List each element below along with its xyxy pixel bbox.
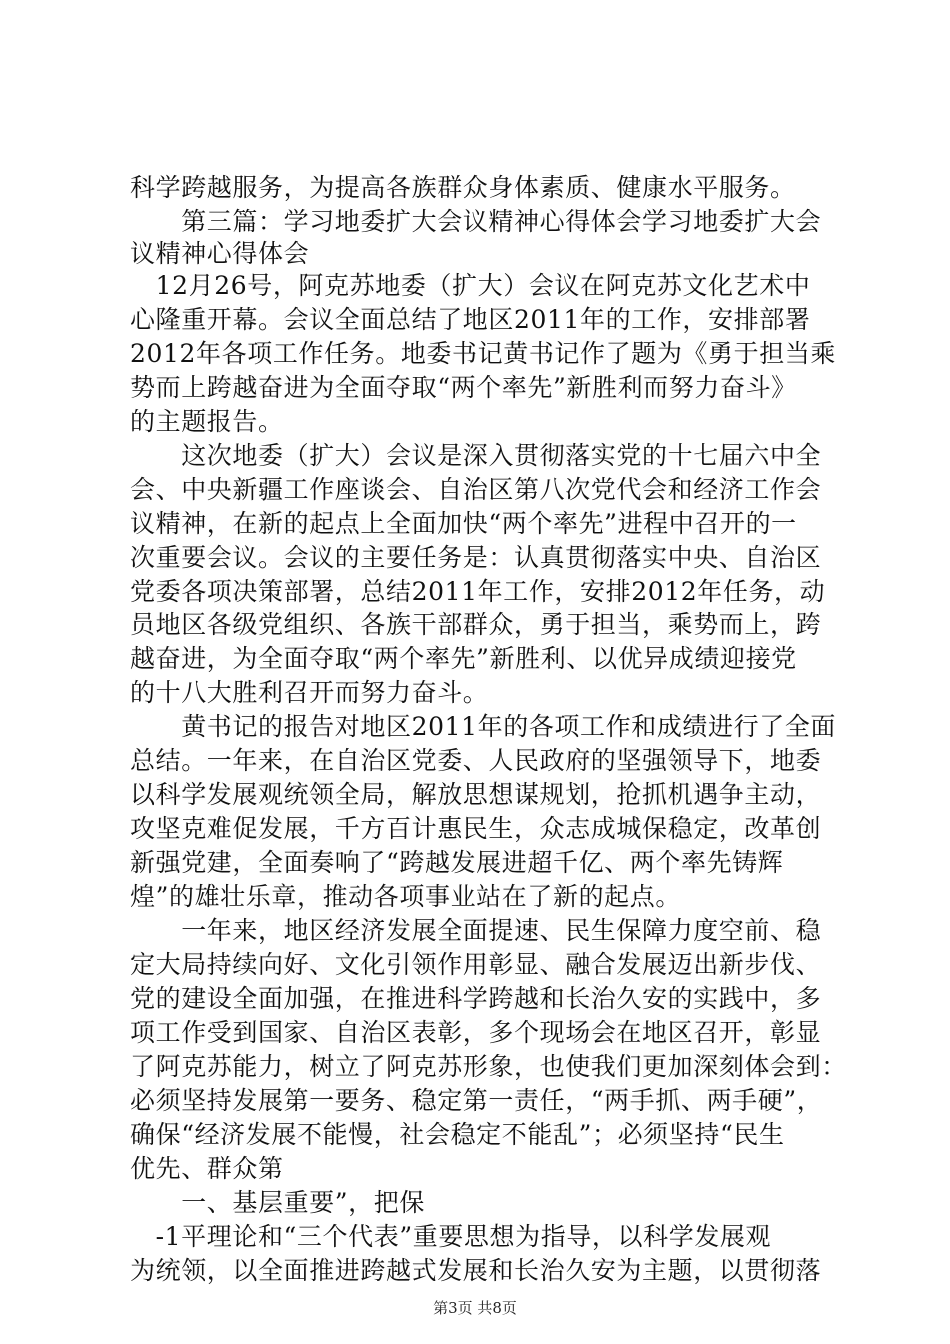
text-line: 一年来，地区经济发展全面提速、民生保障力度空前、稳	[130, 916, 822, 945]
text-line: -1平理论和“三个代表”重要思想为指导，以科学发展观	[130, 1222, 772, 1251]
text-line: 越奋进，为全面夺取“两个率先”新胜利、以优异成绩迎接党	[130, 644, 797, 673]
text-line: 第三篇：学习地委扩大会议精神心得体会学习地委扩大会	[130, 207, 822, 236]
text-line: 为统领，以全面推进跨越式发展和长治久安为主题，以贯彻落	[130, 1256, 822, 1285]
text-line: 优先、群众第	[130, 1154, 284, 1183]
text-line: 科学跨越服务，为提高各族群众身体素质、健康水平服务。	[130, 173, 796, 202]
text-line: 势而上跨越奋进为全面夺取“两个率先”新胜利而努力奋斗》	[130, 373, 797, 402]
text-line: 会、中央新疆工作座谈会、自治区第八次党代会和经济工作会	[130, 475, 822, 504]
text-line: 次重要会议。会议的主要任务是：认真贯彻落实中央、自治区	[130, 543, 822, 572]
text-line: 的主题报告。	[130, 407, 284, 436]
text-line: 了阿克苏能力，树立了阿克苏形象，也使我们更加深刻体会到：	[130, 1052, 847, 1081]
text-line: 以科学发展观统领全局，解放思想谋规划，抢抓机遇争主动，	[130, 780, 822, 809]
text-line: 2012年各项工作任务。地委书记黄书记作了题为《勇于担当乘	[130, 339, 837, 368]
text-line: 党委各项决策部署，总结2011年工作，安排2012年任务，动	[130, 577, 826, 606]
text-line: 的十八大胜利召开而努力奋斗。	[130, 678, 489, 707]
text-line: 这次地委（扩大）会议是深入贯彻落实党的十七届六中全	[130, 441, 822, 470]
text-line: 12月26号，阿克苏地委（扩大）会议在阿克苏文化艺术中	[130, 271, 811, 300]
text-line: 攻坚克难促发展，千方百计惠民生，众志成城保稳定，改革创	[130, 814, 822, 843]
text-line: 心隆重开幕。会议全面总结了地区2011年的工作，安排部署	[130, 305, 811, 334]
text-line: 黄书记的报告对地区2011年的各项工作和成绩进行了全面	[130, 712, 837, 741]
text-line: 议精神心得体会	[130, 239, 310, 268]
text-line: 一、基层重要”，把保	[130, 1188, 425, 1217]
text-line: 项工作受到国家、自治区表彰，多个现场会在地区召开，彰显	[130, 1018, 822, 1047]
text-line: 总结。一年来，在自治区党委、人民政府的坚强领导下，地委	[130, 746, 822, 775]
text-line: 党的建设全面加强，在推进科学跨越和长治久安的实践中，多	[130, 984, 822, 1013]
text-line: 新强党建，全面奏响了“跨越发展进超千亿、两个率先铸辉	[130, 848, 784, 877]
text-line: 确保“经济发展不能慢，社会稳定不能乱”；必须坚持“民生	[130, 1120, 785, 1149]
text-line: 员地区各级党组织、各族干部群众，勇于担当，乘势而上，跨	[130, 610, 822, 639]
text-line: 煌”的雄壮乐章，推动各项事业站在了新的起点。	[130, 882, 681, 911]
page-number-footer: 第3页 共8页	[433, 1299, 517, 1317]
text-line: 定大局持续向好、文化引领作用彰显、融合发展迈出新步伐、	[130, 950, 822, 979]
text-line: 议精神，在新的起点上全面加快“两个率先”进程中召开的一	[130, 509, 797, 538]
text-line: 必须坚持发展第一要务、稳定第一责任，“两手抓、两手硬”，	[130, 1086, 823, 1115]
